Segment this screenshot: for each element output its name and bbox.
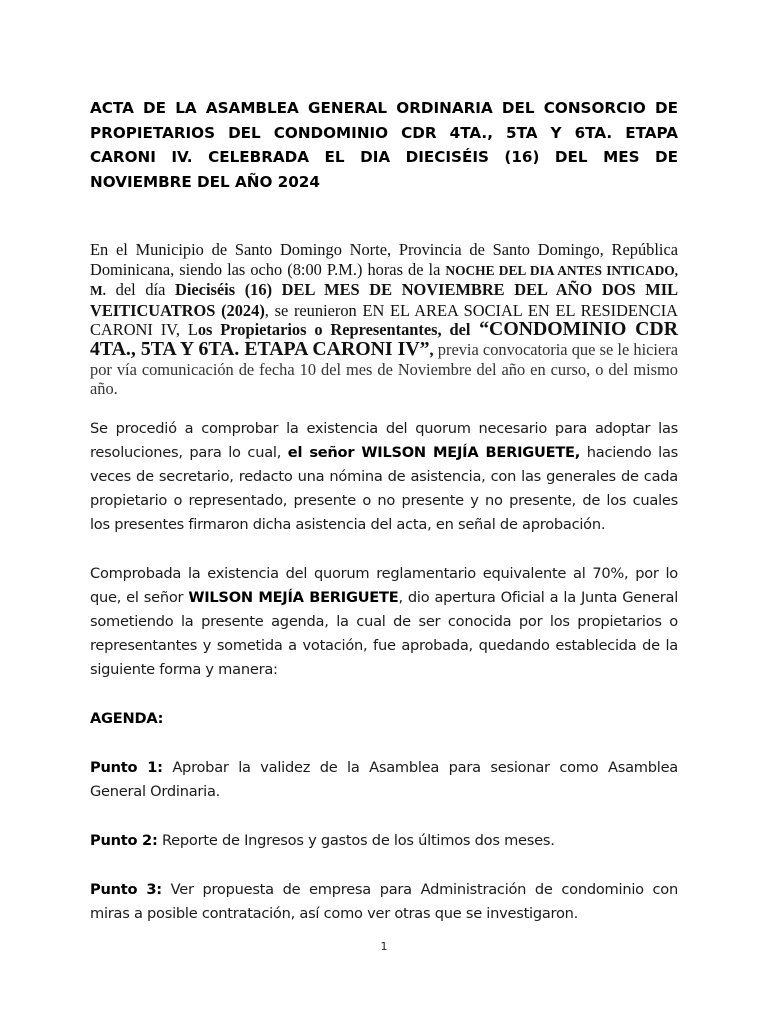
document-body <box>90 96 678 926</box>
agenda-point-2 <box>90 829 678 853</box>
agenda-point-label: Punto 2: <box>90 831 158 849</box>
president-name: WILSON MEJÍA BERIGUETE <box>188 588 399 606</box>
intro-text-2: NOCHE DEL DIA ANTES INTICADO, M. <box>90 262 679 299</box>
page-number: 1 <box>380 940 388 953</box>
agenda-point-3 <box>90 878 678 926</box>
secretary-name: el señor WILSON MEJÍA BERIGUETE, <box>287 443 581 461</box>
intro-date-text: Dieciséis (16) DEL MES DE NOVIEMBRE DEL AÑO DOS MIL VEITICUATROS (2024) <box>90 280 678 320</box>
quorum-text-1: Se procedió a comprobar la existencia del quorum necesario para adoptar las resoluciones, para lo cual, <box>90 419 678 461</box>
intro-text-3: del día <box>106 280 175 300</box>
agenda-point-text: Aprobar la validez de la Asamblea para sesionar como Asamblea General Ordinaria. <box>90 758 678 800</box>
intro-text-5: , se reunieron EN EL AREA SOCIAL EN EL RESIDENCIA CARONI IV, L <box>90 300 678 340</box>
opening-paragraph <box>90 562 678 682</box>
intro-comma: , <box>429 339 434 359</box>
intro-condo-name: “CONDOMINIO CDR 4TA., 5TA Y 6TA. ETAPA CARONI IV” <box>90 318 678 360</box>
agenda-point-text: Reporte de Ingresos y gastos de los últimos dos meses. <box>157 831 555 849</box>
document-title: ACTA DE LA ASAMBLEA GENERAL ORDINARIA DEL CONSORCIO DE PROPIETARIOS DEL CONDOMINIO CDR 4TA., 5TA Y 6TA. ETAPA CARONI IV. CELEBRADA EL DIA DIECISÉIS (16) DEL MES DE NOVIEMBRE DEL AÑO 2024 <box>90 99 678 191</box>
agenda-heading <box>90 707 678 731</box>
opening-text-3: , dio apertura Oficial a la Junta General sometiendo la presente agenda, la cual de ser conocida por los propietarios o representantes y sometida a votación, fue aprobada, quedando establecida de la siguiente forma y manera: <box>90 588 679 678</box>
agenda-point-label: Punto 3: <box>90 880 162 898</box>
opening-text-1: Comprobada la existencia del quorum reglamentario equivalente al 70%, por lo que, el señor <box>90 564 678 606</box>
agenda-point-label: Punto 1: <box>90 758 163 776</box>
intro-owners-text: os Propietarios o Representantes, del <box>197 320 471 340</box>
quorum-text-3: haciendo las veces de secretario, redacto una nómina de asistencia, con las generales de cada propietario o representado, presente o no presente y no presente, de los cuales los presentes firmaron dicha asistencia del acta, en señal de aprobación. <box>90 443 678 533</box>
agenda-point-1 <box>90 756 678 804</box>
agenda-point-text: Ver propuesta de empresa para Administración de condominio con miras a posible contratación, así como ver otras que se investigaron. <box>90 880 678 922</box>
intro-paragraph <box>90 240 678 399</box>
quorum-paragraph <box>90 417 678 537</box>
agenda-heading-text: AGENDA: <box>90 709 164 727</box>
intro-text-9: previa convocatoria que se le hiciera por vía comunicación de fecha 10 del mes de Noviembre del año en curso, o del mismo año. <box>90 339 678 399</box>
intro-text-1: En el Municipio de Santo Domingo Norte, Provincia de Santo Domingo, República Dominicana, siendo las ocho (8:00 P.M.) horas de la <box>90 240 678 279</box>
